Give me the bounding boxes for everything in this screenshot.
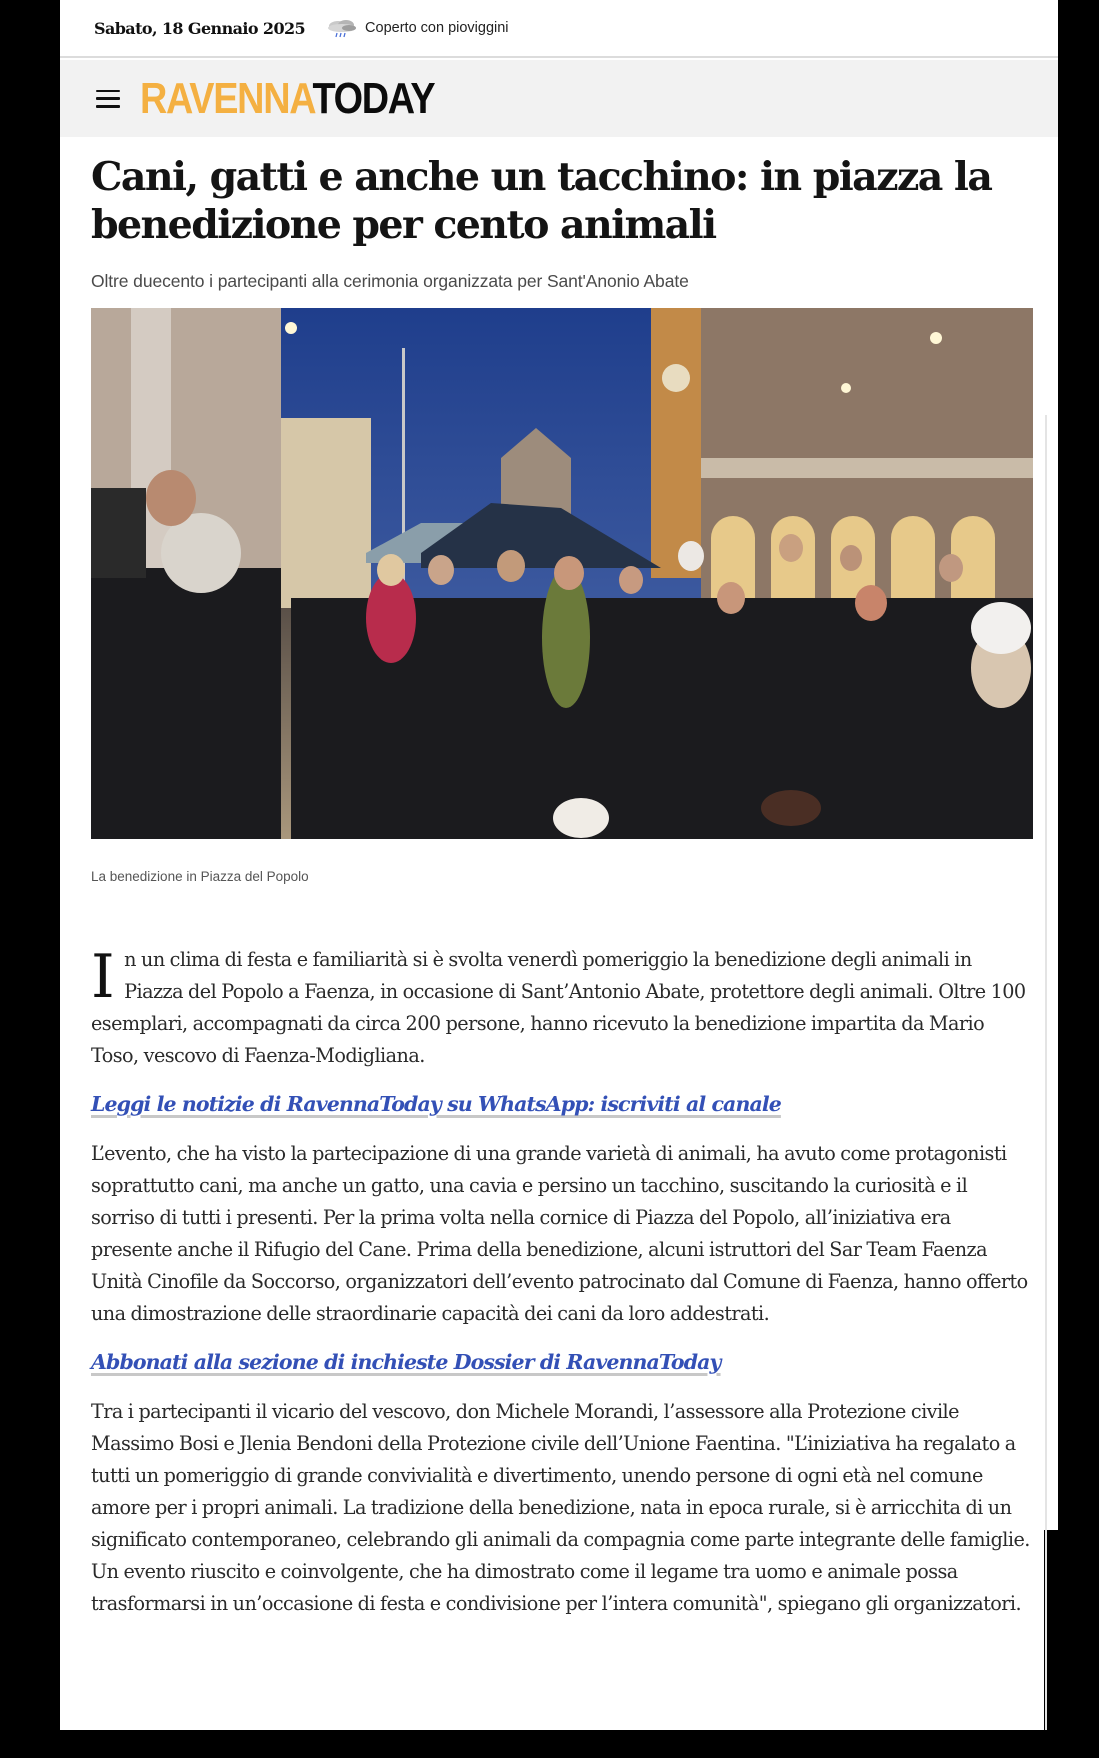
article-paragraph-3: Tra i partecipanti il vicario del vescovo, don Michele Morandi, l’assessore alla Protezione civile Massimo Bosi e Jlenia Bendoni della Protezione civile dell’Unione Faentina. "L’iniziativa ha regalato a tutti un pomeriggio di grande convivialità e divertimento, unendo persone di ogni età nel comune amore per i propri animali. La tradizione della benedizione, nata in epoca rurale, si è arricchita di un significato contemporaneo, celebrando gli animali da compagnia come parte integrante delle famiglie. Un evento riuscito e coinvolgente, che ha dimostrato come il legame tra uomo e animale possa trasformarsi in un’occasione di festa e condivisione per l’intera comunità", spiegano gli organizzatori.: [91, 1400, 1030, 1615]
hamburger-menu-icon[interactable]: [96, 90, 120, 108]
site-logo[interactable]: [140, 73, 435, 123]
top-bar: [60, 0, 1058, 58]
current-date: Sabato, 18 Gennaio 2025: [94, 18, 306, 38]
drop-cap: I: [91, 942, 115, 1012]
page: [60, 0, 1058, 1730]
paragraph-1-text: n un clima di festa e familiarità si è svolta venerdì pomeriggio la benedizione degli animali in Piazza del Popolo a Faenza, in occasione di Sant’Antonio Abate, protettore degli animali. Oltre 100 esemplari, accompagnati da circa 200 persone, hanno ricevuto la benedizione impartita da Mario Toso, vescovo di Faenza-Modigliana.: [91, 948, 1026, 1067]
dossier-subscribe-link[interactable]: Abbonati alla sezione di inchieste Dossier di RavennaToday: [91, 1350, 721, 1374]
cloud-drizzle-icon: [325, 17, 359, 39]
logo-today: TODAY: [312, 73, 435, 123]
article-title: Cani, gatti e anche un tacchino: in piazza la benedizione per cento animali: [91, 154, 992, 248]
article-photo[interactable]: [91, 308, 1033, 839]
article: [91, 137, 1035, 1620]
photo-caption: La benedizione in Piazza del Popolo: [91, 869, 309, 884]
site-header: [60, 60, 1058, 137]
logo-ravenna: RAVENNA: [140, 73, 313, 123]
weather-status: Coperto con pioviggini: [365, 20, 509, 36]
whatsapp-channel-link[interactable]: Leggi le notizie di RavennaToday su WhatsApp: iscriviti al canale: [91, 1092, 781, 1116]
article-paragraph-1: [91, 944, 1035, 1072]
article-subtitle: Oltre duecento i partecipanti alla cerimonia organizzata per Sant'Anonio Abate: [91, 271, 689, 291]
article-paragraph-2: L’evento, che ha visto la partecipazione di una grande varietà di animali, ha avuto come protagonisti soprattutto cani, ma anche un gatto, una cavia e persino un tacchino, suscitando la curiosità e il sorriso di tutti i presenti. Per la prima volta nella cornice di Piazza del Popolo, all’iniziativa era presente anche il Rifugio del Cane. Prima della benedizione, alcuni istruttori del Sar Team Faenza Unità Cinofile da Soccorso, organizzatori dell’evento patrocinato dal Comune di Faenza, hanno offerto una dimostrazione delle straordinarie capacità dei cani da loro addestrati.: [91, 1142, 1028, 1325]
scrollbar-track[interactable]: [1045, 415, 1047, 1730]
